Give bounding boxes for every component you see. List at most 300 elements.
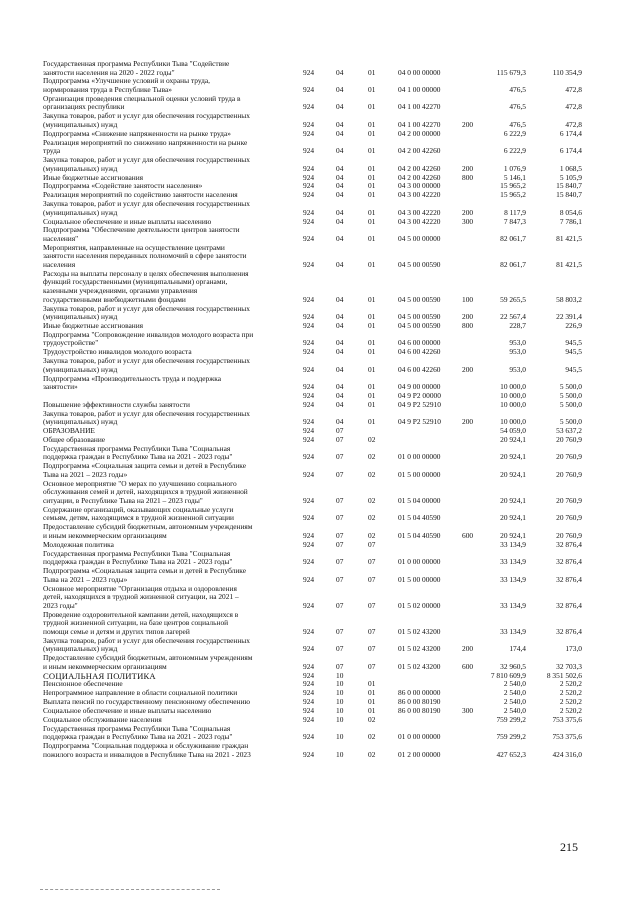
gov-code: 924	[303, 190, 315, 200]
target-article: 01 5 00 00000	[398, 574, 441, 584]
amount-2022: 759 299,2	[496, 714, 526, 724]
row-name: Государственная программа Республики Тыва "Социальная поддержка граждан в Республике Тыва на 2021 - 2023 годы"	[43, 548, 233, 567]
subsection-code: 01	[368, 67, 376, 77]
amount-2022: 33 134,9	[500, 557, 526, 567]
subsection-code: 01	[368, 688, 376, 698]
gov-code: 924	[303, 705, 315, 715]
amount-2022: 10 000,0	[500, 399, 526, 409]
section-code: 04	[336, 163, 344, 173]
table-row	[0, 742, 640, 759]
table-row	[0, 550, 640, 567]
section-code: 07	[336, 557, 344, 567]
section-code: 07	[336, 513, 344, 523]
amount-2023: 58 803,2	[556, 294, 582, 304]
row-name: Закупка товаров, работ и услуг для обеспечения государственных (муниципальных) нужд	[43, 635, 250, 654]
row-name: Подпрограмма «Улучшение условий и охраны труда, нормирования труда в Республике Тыва»	[43, 76, 210, 95]
gov-code: 924	[303, 382, 315, 392]
target-article: 01 5 02 43200	[398, 626, 441, 636]
subsection-code: 01	[368, 382, 376, 392]
target-article: 04 5 00 00590	[398, 321, 441, 330]
table-row	[0, 611, 640, 637]
row-name: Повышение эффективности службы занятости	[43, 399, 190, 409]
gov-code: 924	[303, 321, 315, 330]
target-article: 01 5 02 00000	[398, 600, 441, 610]
subsection-code: 02	[368, 469, 376, 479]
subsection-code: 01	[368, 260, 376, 270]
amount-2023: 20 760,9	[556, 435, 582, 445]
subsection-code: 01	[368, 364, 376, 374]
subsection-code: 02	[368, 714, 376, 724]
gov-code: 924	[303, 399, 315, 409]
expense-type: 100	[462, 294, 474, 304]
target-article: 04 9 P2 00000	[398, 391, 441, 401]
table-row	[0, 585, 640, 611]
row-name: Реализация мероприятий по содействию занятости населения	[43, 190, 238, 200]
gov-code: 924	[303, 530, 315, 540]
gov-code: 924	[303, 294, 315, 304]
section-code: 04	[336, 190, 344, 200]
table-row	[0, 637, 640, 654]
amount-2023: 753 375,6	[552, 714, 582, 724]
amount-2022: 1 076,9	[503, 163, 526, 173]
amount-2022: 115 679,3	[496, 67, 526, 77]
amount-2023: 20 760,9	[556, 452, 582, 462]
target-article: 04 5 00 00590	[398, 294, 441, 304]
section-code: 04	[336, 321, 344, 330]
amount-2023: 6 174,4	[559, 128, 582, 138]
target-article: 04 1 00 42270	[398, 102, 441, 112]
amount-2023: 20 760,9	[556, 495, 582, 505]
row-name: Выплата пенсий по государственному пенсионному обеспечению	[43, 697, 250, 707]
amount-2022: 54 059,0	[500, 426, 526, 436]
gov-code: 924	[303, 119, 315, 129]
subsection-code: 02	[368, 530, 376, 540]
expense-type: 200	[462, 364, 474, 374]
amount-2022: 2 540,0	[503, 688, 526, 698]
section-code: 07	[336, 469, 344, 479]
amount-2022: 2 540,0	[503, 705, 526, 715]
amount-2023: 2 520,2	[559, 697, 582, 707]
gov-code: 924	[303, 679, 315, 689]
subsection-code: 01	[368, 233, 376, 243]
amount-2023: 32 876,4	[556, 600, 582, 610]
row-name: Подпрограмма "Сопровождение инвалидов молодого возраста при трудоустройстве"	[43, 329, 254, 348]
gov-code: 924	[303, 513, 315, 523]
subsection-code: 07	[368, 600, 376, 610]
section-code: 07	[336, 435, 344, 445]
amount-2022: 953,0	[509, 338, 526, 348]
section-code: 07	[336, 495, 344, 505]
section-code: 10	[336, 714, 344, 724]
target-article: 01 5 00 00000	[398, 469, 441, 479]
subsection-code: 01	[368, 347, 376, 357]
amount-2023: 424 316,0	[552, 749, 582, 759]
section-code: 07	[336, 600, 344, 610]
section-code: 04	[336, 181, 344, 191]
amount-2022: 427 652,3	[496, 749, 526, 759]
section-code: 04	[336, 417, 344, 427]
amount-2022: 476,5	[509, 119, 526, 129]
row-name: Закупка товаров, работ и услуг для обеспечения государственных (муниципальных) нужд	[43, 111, 250, 129]
target-article: 04 3 00 42220	[398, 190, 441, 200]
gov-code: 924	[303, 260, 315, 270]
section-code: 10	[336, 688, 344, 698]
subsection-code: 01	[368, 172, 376, 182]
section-code: 10	[336, 670, 344, 680]
table-row	[0, 506, 640, 523]
table-row	[0, 95, 640, 112]
amount-2023: 5 105,9	[559, 172, 582, 182]
gov-code: 924	[303, 670, 315, 680]
gov-code: 924	[303, 644, 315, 654]
row-name: Иные бюджетные ассигнования	[43, 172, 144, 182]
gov-code: 924	[303, 233, 315, 243]
gov-code: 924	[303, 338, 315, 348]
gov-code: 924	[303, 426, 315, 436]
target-article: 04 5 00 00590	[398, 260, 441, 270]
amount-2022: 10 000,0	[500, 417, 526, 427]
amount-2022: 20 924,1	[500, 469, 526, 479]
amount-2023: 2 520,2	[559, 688, 582, 698]
row-name: Подпрограмма «Социальная защита семьи и детей в Республике Тыва на 2021 – 2023 годы»	[43, 461, 246, 479]
amount-2023: 2 520,2	[559, 705, 582, 715]
row-name: Социальное обслуживание населения	[43, 714, 162, 724]
expense-type: 800	[462, 172, 474, 182]
target-article: 04 6 00 42260	[398, 347, 441, 357]
row-name: Подпрограмма «Содействие занятости населения»	[43, 181, 203, 191]
target-article: 86 0 00 80190	[398, 697, 441, 707]
amount-2023: 81 421,5	[556, 260, 582, 270]
section-code: 04	[336, 312, 344, 322]
expense-type: 600	[462, 530, 474, 540]
amount-2023: 5 500,0	[559, 399, 582, 409]
expense-type: 800	[462, 321, 474, 330]
gov-code: 924	[303, 391, 315, 401]
section-code: 04	[336, 146, 344, 156]
gov-code: 924	[303, 207, 315, 217]
subsection-code: 02	[368, 495, 376, 505]
row-name: Непрограммное направление в области социальной политики	[43, 688, 238, 698]
section-code: 04	[336, 233, 344, 243]
amount-2022: 59 265,5	[500, 294, 526, 304]
section-code: 04	[336, 347, 344, 357]
gov-code: 924	[303, 661, 315, 671]
table-row	[0, 244, 640, 270]
row-name: ОБРАЗОВАНИЕ	[43, 426, 95, 436]
row-name: Иные бюджетные ассигнования	[43, 321, 144, 330]
amount-2022: 33 134,9	[500, 626, 526, 636]
amount-2023: 6 174,4	[559, 146, 582, 156]
subsection-code: 02	[368, 732, 376, 742]
amount-2022: 953,0	[509, 347, 526, 357]
row-name: Мероприятия, направленные на осуществление центрами занятости населения переданных полномочий в сфере занятости населения	[43, 242, 247, 270]
row-name: Молодежная политика	[43, 539, 114, 549]
table-row	[0, 270, 640, 304]
gov-code: 924	[303, 557, 315, 567]
amount-2023: 7 786,1	[559, 216, 582, 226]
amount-2023: 81 421,5	[556, 233, 582, 243]
target-article: 01 0 00 00000	[398, 732, 441, 742]
target-article: 04 2 00 42260	[398, 146, 441, 156]
amount-2023: 8 351 502,6	[546, 670, 582, 680]
row-name: Общее образование	[43, 435, 106, 445]
row-name: Закупка товаров, работ и услуг для обеспечения государственных (муниципальных) нужд	[43, 356, 250, 374]
gov-code: 924	[303, 85, 315, 95]
subsection-code: 01	[368, 163, 376, 173]
amount-2023: 2 520,2	[559, 679, 582, 689]
subsection-code: 02	[368, 452, 376, 462]
row-name: Предоставление субсидий бюджетным, автономным учреждениям и иным некоммерческим организациям	[43, 653, 253, 671]
row-name: Закупка товаров, работ и услуг для обеспечения государственных (муниципальных) нужд	[43, 303, 250, 322]
gov-code: 924	[303, 364, 315, 374]
row-name: Организация проведения специальной оценки условий труда в организациях республики	[43, 93, 241, 112]
gov-code: 924	[303, 146, 315, 156]
target-article: 04 2 00 00000	[398, 128, 441, 138]
table-row	[0, 156, 640, 173]
target-article: 04 6 00 00000	[398, 338, 441, 348]
section-code: 07	[336, 452, 344, 462]
table-row	[0, 331, 640, 348]
section-code: 07	[336, 661, 344, 671]
amount-2022: 7 810 609,9	[490, 670, 526, 680]
section-code: 04	[336, 67, 344, 77]
section-code: 04	[336, 102, 344, 112]
target-article: 01 2 00 00000	[398, 749, 441, 759]
target-article: 01 5 02 43200	[398, 644, 441, 654]
section-code: 04	[336, 172, 344, 182]
row-name: Подпрограмма "Обеспечение деятельности центров занятости населения"	[43, 225, 240, 243]
amount-2022: 20 924,1	[500, 530, 526, 540]
target-article: 04 2 00 42260	[398, 163, 441, 173]
amount-2023: 32 703,3	[556, 661, 582, 671]
target-article: 01 0 00 00000	[398, 557, 441, 567]
amount-2023: 15 840,7	[556, 190, 582, 200]
amount-2022: 82 061,7	[500, 260, 526, 270]
section-code: 04	[336, 216, 344, 226]
gov-code: 924	[303, 172, 315, 182]
amount-2022: 6 222,9	[503, 146, 526, 156]
row-name: Проведение оздоровительной кампании детей, находящихся в трудной жизненной ситуации, на базе центров социальной помощи семье и детям и других типов лагерей	[43, 609, 239, 636]
amount-2023: 32 876,4	[556, 574, 582, 584]
section-code: 07	[336, 426, 344, 436]
subsection-code: 01	[368, 417, 376, 427]
gov-code: 924	[303, 417, 315, 427]
target-article: 86 0 00 80190	[398, 705, 441, 715]
table-row	[0, 480, 640, 506]
amount-2022: 759 299,2	[496, 732, 526, 742]
gov-code: 924	[303, 714, 315, 724]
gov-code: 924	[303, 347, 315, 357]
section-code: 04	[336, 128, 344, 138]
subsection-code: 07	[368, 539, 376, 549]
gov-code: 924	[303, 67, 315, 77]
amount-2022: 33 134,9	[500, 574, 526, 584]
subsection-code: 01	[368, 128, 376, 138]
target-article: 86 0 00 00000	[398, 688, 441, 698]
footer-divider	[40, 889, 220, 890]
expense-type: 200	[462, 207, 474, 217]
amount-2023: 8 054,6	[559, 207, 582, 217]
target-article: 04 1 00 42270	[398, 119, 441, 129]
section-code: 04	[336, 85, 344, 95]
section-code: 10	[336, 697, 344, 707]
amount-2022: 20 924,1	[500, 495, 526, 505]
expense-type: 200	[462, 417, 474, 427]
target-article: 04 3 00 00000	[398, 181, 441, 191]
amount-2022: 15 965,2	[500, 190, 526, 200]
expense-type: 200	[462, 644, 474, 654]
gov-code: 924	[303, 452, 315, 462]
amount-2022: 20 924,1	[500, 435, 526, 445]
subsection-code: 07	[368, 626, 376, 636]
section-code: 04	[336, 260, 344, 270]
amount-2023: 5 500,0	[559, 391, 582, 401]
row-name: Подпрограмма «Производительность труда и поддержка занятости»	[43, 373, 222, 392]
amount-2022: 6 222,9	[503, 128, 526, 138]
target-article: 04 9 P2 52910	[398, 417, 441, 427]
row-name: Расходы на выплаты персоналу в целях обеспечения выполнения функций государственными (муниципальными) органами, казенными учреждениями, органами управления государственными внебюджетными фондами	[43, 268, 249, 304]
subsection-code: 01	[368, 391, 376, 401]
subsection-code: 01	[368, 190, 376, 200]
subsection-code: 07	[368, 644, 376, 654]
target-article: 04 5 00 00000	[398, 233, 441, 243]
amount-2022: 33 134,9	[500, 539, 526, 549]
subsection-code: 01	[368, 102, 376, 112]
gov-code: 924	[303, 688, 315, 698]
section-code: 07	[336, 626, 344, 636]
amount-2022: 20 924,1	[500, 452, 526, 462]
subsection-code: 01	[368, 312, 376, 322]
section-code: 04	[336, 364, 344, 374]
expense-type: 200	[462, 163, 474, 173]
section-code: 10	[336, 679, 344, 689]
gov-code: 924	[303, 495, 315, 505]
row-name: Содержание организаций, оказывающих социальные услуги семьям, детям, находящимся в трудной жизненной ситуации	[43, 504, 234, 523]
section-code: 10	[336, 732, 344, 742]
target-article: 04 2 00 42260	[398, 172, 441, 182]
amount-2023: 110 354,9	[552, 67, 582, 77]
table-row	[0, 112, 640, 129]
row-name: Основное мероприятие "Организация отдыха и оздоровления детей, находящихся в трудной жизненной ситуации, на 2021 – 2023 годы"	[43, 583, 239, 610]
amount-2023: 945,5	[565, 338, 582, 348]
subsection-code: 07	[368, 557, 376, 567]
table-row	[0, 60, 640, 77]
row-name: Пенсионное обеспечение	[43, 679, 123, 689]
table-row	[0, 445, 640, 462]
amount-2022: 5 146,1	[503, 172, 526, 182]
expense-type: 300	[462, 216, 474, 226]
amount-2023: 53 637,2	[556, 426, 582, 436]
table-row	[0, 357, 640, 374]
amount-2023: 20 760,9	[556, 530, 582, 540]
subsection-code: 01	[368, 399, 376, 409]
subsection-code: 07	[368, 574, 376, 584]
amount-2022: 20 924,1	[500, 513, 526, 523]
page-number: 215	[560, 840, 578, 854]
row-name: Подпрограмма "Социальная поддержка и обслуживание граждан пожилого возраста и инвалидов в Республике Тыва на 2021 - 2023	[43, 741, 251, 759]
section-code: 04	[336, 207, 344, 217]
amount-2022: 10 000,0	[500, 382, 526, 392]
amount-2022: 22 567,4	[500, 312, 526, 322]
row-name: Государственная программа Республики Тыва "Содействие занятости населения на 2020 - 2022 годы"	[43, 59, 230, 77]
table-row	[0, 567, 640, 584]
gov-code: 924	[303, 574, 315, 584]
section-code: 10	[336, 749, 344, 759]
target-article: 01 5 04 40590	[398, 530, 441, 540]
target-article: 04 3 00 42220	[398, 216, 441, 226]
gov-code: 924	[303, 749, 315, 759]
gov-code: 924	[303, 697, 315, 707]
subsection-code: 02	[368, 435, 376, 445]
target-article: 01 5 04 00000	[398, 495, 441, 505]
subsection-code: 01	[368, 705, 376, 715]
table-row	[0, 523, 640, 540]
table-row	[0, 375, 640, 392]
row-name: Трудоустройство инвалидов молодого возраста	[43, 347, 192, 357]
amount-2023: 472,8	[565, 102, 582, 112]
gov-code: 924	[303, 163, 315, 173]
row-name: Предоставление субсидий бюджетным, автономным учреждениям и иным некоммерческим организациям	[43, 522, 253, 540]
table-row	[0, 462, 640, 479]
amount-2023: 472,8	[565, 119, 582, 129]
section-code: 04	[336, 382, 344, 392]
amount-2023: 5 500,0	[559, 382, 582, 392]
subsection-code: 01	[368, 207, 376, 217]
subsection-code: 01	[368, 321, 376, 330]
subsection-code: 01	[368, 85, 376, 95]
target-article: 04 6 00 42260	[398, 364, 441, 374]
gov-code: 924	[303, 600, 315, 610]
section-code: 04	[336, 338, 344, 348]
target-article: 04 3 00 42220	[398, 207, 441, 217]
subsection-code: 01	[368, 338, 376, 348]
table-row	[0, 654, 640, 671]
section-code: 07	[336, 530, 344, 540]
table-row	[0, 200, 640, 217]
section-code: 04	[336, 399, 344, 409]
subsection-code: 02	[368, 513, 376, 523]
table-row	[0, 725, 640, 742]
row-name: Подпрограмма «Снижение напряженности на рынке труда»	[43, 128, 231, 138]
amount-2023: 753 375,6	[552, 732, 582, 742]
amount-2022: 2 540,0	[503, 679, 526, 689]
section-code: 04	[336, 294, 344, 304]
gov-code: 924	[303, 732, 315, 742]
target-article: 01 0 00 00000	[398, 452, 441, 462]
amount-2022: 476,5	[509, 85, 526, 95]
amount-2022: 228,7	[509, 321, 526, 330]
gov-code: 924	[303, 312, 315, 322]
section-code: 07	[336, 644, 344, 654]
expense-type: 200	[462, 119, 474, 129]
target-article: 04 0 00 00000	[398, 67, 441, 77]
amount-2023: 20 760,9	[556, 469, 582, 479]
amount-2023: 1 068,5	[559, 163, 582, 173]
gov-code: 924	[303, 469, 315, 479]
gov-code: 924	[303, 216, 315, 226]
table-row	[0, 139, 640, 156]
amount-2022: 476,5	[509, 102, 526, 112]
subsection-code: 01	[368, 679, 376, 689]
row-name: Государственная программа Республики Тыва "Социальная поддержка граждан в Республике Тыва на 2021 - 2023 годы"	[43, 443, 233, 462]
amount-2023: 32 876,4	[556, 626, 582, 636]
row-name: Государственная программа Республики Тыва "Социальная поддержка граждан в Республике Тыва на 2021 - 2023 годы"	[43, 723, 233, 742]
gov-code: 924	[303, 539, 315, 549]
row-name: Закупка товаров, работ и услуг для обеспечения государственных (муниципальных) нужд	[43, 199, 250, 217]
row-name: Реализация мероприятий по снижению напряженности на рынке труда	[43, 137, 248, 156]
row-name: Закупка товаров, работ и услуг для обеспечения государственных (муниципальных) нужд	[43, 408, 250, 427]
section-code: 04	[336, 119, 344, 129]
